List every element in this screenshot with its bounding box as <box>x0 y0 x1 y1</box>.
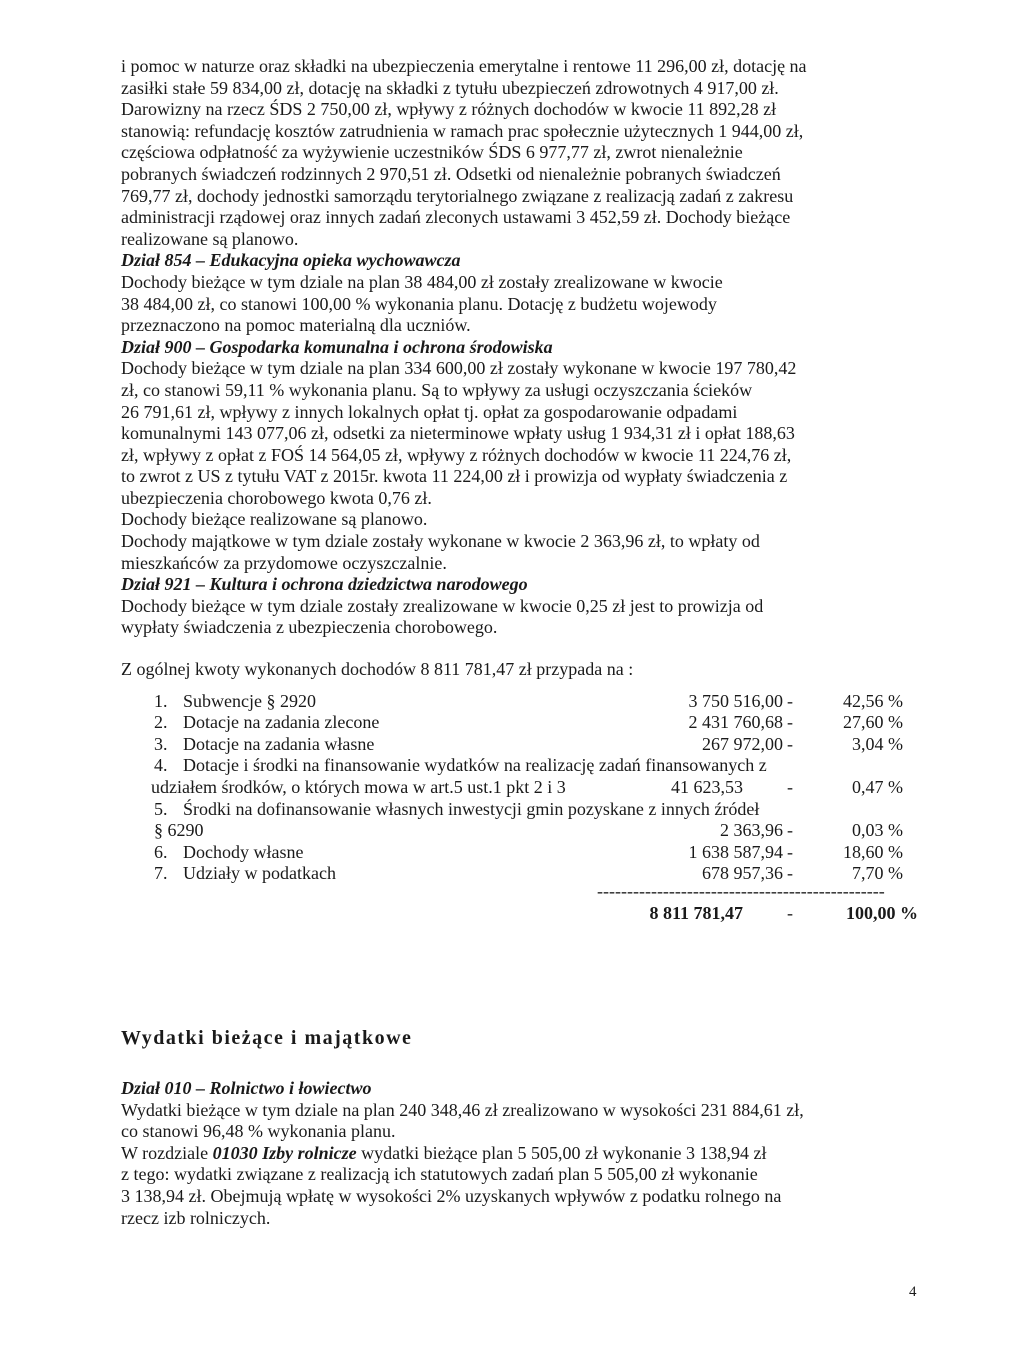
text-line: wypłaty świadczenia z ubezpieczenia chorobowego. <box>121 617 498 638</box>
summary-row <box>121 691 921 713</box>
summary-row <box>121 799 921 821</box>
item-number: 7. <box>154 863 168 884</box>
text-line: to zwrot z US z tytułu VAT z 2015r. kwota 11 224,00 zł i prowizja od wypłaty świadczenia z <box>121 466 788 487</box>
item-percent: 7,70 % <box>852 863 903 884</box>
item-percent: 3,04 % <box>852 733 903 754</box>
rozdzial-name: Izby rolnicze <box>262 1142 357 1163</box>
item-dash: - <box>787 733 793 754</box>
intro-line: 769,77 zł, dochody jednostki samorządu terytorialnego związane z realizacją zadań z zakresu <box>121 185 794 206</box>
item-label: Dotacje i środki na finansowanie wydatków na realizację zadań finansowanych z <box>183 755 767 776</box>
item-amount: 678 957,36 <box>702 863 783 884</box>
summary-separator <box>121 880 921 903</box>
text-line: zł, wpływy z opłat z FOŚ 14 564,05 zł, wpływy z różnych dochodów w kwocie 11 224,76 zł, <box>121 444 792 465</box>
item-dash: - <box>787 777 793 797</box>
lower-body <box>121 1078 931 1229</box>
text-line: 26 791,61 zł, wpływy z innych lokalnych opłat tj. opłat za gospodarowanie odpadami <box>121 401 738 422</box>
separator-line: ------------------------------------------------ <box>597 880 885 901</box>
intro-line: realizowane są planowo. <box>121 228 299 249</box>
item-label-cont: § 6290 <box>154 820 204 841</box>
text-line: Dochody bieżące w tym dziale na plan 38 484,00 zł zostały zrealizowane w kwocie <box>121 271 723 292</box>
item-label: Subwencje § 2920 <box>183 690 316 711</box>
item-dash: - <box>787 690 793 711</box>
text-fragment: wydatki bieżące plan 5 505,00 zł wykonanie 3 138,94 zł <box>356 1142 767 1163</box>
item-number: 5. <box>154 798 168 819</box>
item-number: 2. <box>154 712 168 733</box>
rozdzial-code: 01030 <box>212 1142 258 1163</box>
item-amount: 3 750 516,00 <box>688 690 783 711</box>
summary-row <box>121 755 921 777</box>
total-dash: - <box>787 902 793 923</box>
intro-line: i pomoc w naturze oraz składki na ubezpieczenia emerytalne i rentowe 11 296,00 zł, dotację na <box>121 56 807 76</box>
page-number: 4 <box>909 1284 917 1300</box>
text-line: co stanowi 96,48 % wykonania planu. <box>121 1121 396 1142</box>
section-heading-900: Dział 900 – Gospodarka komunalna i ochrona środowiska <box>121 336 553 357</box>
summary-total <box>121 903 921 929</box>
item-amount: 1 638 587,94 <box>688 841 783 862</box>
intro-line: pobranych świadczeń rodzinnych 2 970,51 zł. Odsetki od nienależnie pobranych świadczeń <box>121 163 781 184</box>
item-label: Dotacje na zadania własne <box>183 733 375 754</box>
summary-row <box>121 820 921 842</box>
item-label: Dochody własne <box>183 841 304 862</box>
total-percent: 100,00 % <box>846 902 918 923</box>
item-dash: - <box>787 863 793 884</box>
summary-row <box>121 712 921 734</box>
text-line: 3 138,94 zł. Obejmują wpłatę w wysokości 2% uzyskanych wpływów z podatku rolnego na <box>121 1185 782 1206</box>
text-line: Dochody bieżące realizowane są planowo. <box>121 509 428 530</box>
summary-row <box>121 734 921 756</box>
item-percent: 0,03 % <box>852 820 903 841</box>
item-number: 6. <box>154 841 168 862</box>
item-label: Dotacje na zadania zlecone <box>183 712 380 733</box>
item-amount: 2 363,96 <box>720 820 783 841</box>
section-title: Wydatki bieżące i majątkowe <box>121 1027 413 1049</box>
text-line-with-code <box>121 1143 931 1165</box>
intro-line: zasiłki stałe 59 834,00 zł, dotację na składki z tytułu ubezpieczeń zdrowotnych 4 917,00 zł. <box>121 77 779 98</box>
text-fragment: W rozdziale <box>121 1142 213 1163</box>
summary-row <box>121 777 921 799</box>
text-line: z tego: wydatki związane z realizacją ich statutowych zadań plan 5 505,00 zł wykonanie <box>121 1164 758 1185</box>
item-number: 4. <box>154 755 168 776</box>
text-line: Dochody majątkowe w tym dziale zostały wykonane w kwocie 2 363,96 zł, to wpłaty od <box>121 531 760 552</box>
item-percent: 27,60 % <box>843 712 903 733</box>
intro-line: Darowizny na rzecz ŚDS 2 750,00 zł, wpływy z różnych dochodów w kwocie 11 892,28 zł <box>121 99 777 120</box>
item-percent: 18,60 % <box>843 841 903 862</box>
item-number: 1. <box>154 690 168 711</box>
item-number: 3. <box>154 733 168 754</box>
intro-line: częściowa odpłatność za wyżywienie uczestników ŚDS 6 977,77 zł, zwrot nienależnie <box>121 142 743 163</box>
item-amount: 41 623,53 <box>671 777 743 797</box>
item-amount: 2 431 760,68 <box>688 712 783 733</box>
summary-intro: Z ogólnej kwoty wykonanych dochodów 8 811 781,47 zł przypada na : <box>121 659 634 680</box>
item-percent: 42,56 % <box>843 690 903 711</box>
intro-line: stanowią: refundację kosztów zatrudnienia w ramach prac społecznie użytecznych 1 944,00 zł, <box>121 120 804 141</box>
text-line: 38 484,00 zł, co stanowi 100,00 % wykonania planu. Dotację z budżetu wojewody <box>121 293 717 314</box>
text-line: komunalnymi 143 077,06 zł, odsetki za nieterminowe wpłaty usług 1 934,31 zł i opłat 188,63 <box>121 423 795 444</box>
section-heading-854: Dział 854 – Edukacyjna opieka wychowawcza <box>121 250 461 271</box>
text-line: przeznaczono na pomoc materialną dla uczniów. <box>121 315 471 336</box>
item-amount: 267 972,00 <box>702 733 783 754</box>
item-dash: - <box>787 841 793 862</box>
item-label: Środki na dofinansowanie własnych inwestycji gmin pozyskane z innych źródeł <box>183 798 760 819</box>
total-amount: 8 811 781,47 <box>649 902 743 923</box>
section-heading-010: Dział 010 – Rolnictwo i łowiectwo <box>121 1078 372 1098</box>
summary-row <box>121 842 921 864</box>
text-line: mieszkańców za przydomowe oczyszczalnie. <box>121 552 447 573</box>
text-line: Dochody bieżące w tym dziale na plan 334 600,00 zł zostały wykonane w kwocie 197 780,42 <box>121 358 797 379</box>
item-dash: - <box>787 712 793 733</box>
item-label: Udziały w podatkach <box>183 863 336 884</box>
item-label-cont: udziałem środków, o których mowa w art.5 ust.1 pkt 2 i 3 <box>151 777 566 797</box>
item-dash: - <box>787 820 793 841</box>
text-line: ubezpieczenia chorobowego kwota 0,76 zł. <box>121 487 432 508</box>
intro-line: administracji rządowej oraz innych zadań zleconych ustawami 3 452,59 zł. Dochody bieżące <box>121 207 791 228</box>
document-body <box>121 56 921 929</box>
text-line: Dochody bieżące w tym dziale zostały zrealizowane w kwocie 0,25 zł jest to prowizja od <box>121 595 764 616</box>
text-line: Wydatki bieżące w tym dziale na plan 240 348,46 zł zrealizowano w wysokości 231 884,61 zł, <box>121 1099 804 1120</box>
text-line: rzecz izb rolniczych. <box>121 1207 271 1228</box>
item-percent: 0,47 % <box>852 777 903 797</box>
text-line: zł, co stanowi 59,11 % wykonania planu. Są to wpływy za usługi oczyszczania ścieków <box>121 379 753 400</box>
section-heading-921: Dział 921 – Kultura i ochrona dziedzictwa narodowego <box>121 574 528 595</box>
